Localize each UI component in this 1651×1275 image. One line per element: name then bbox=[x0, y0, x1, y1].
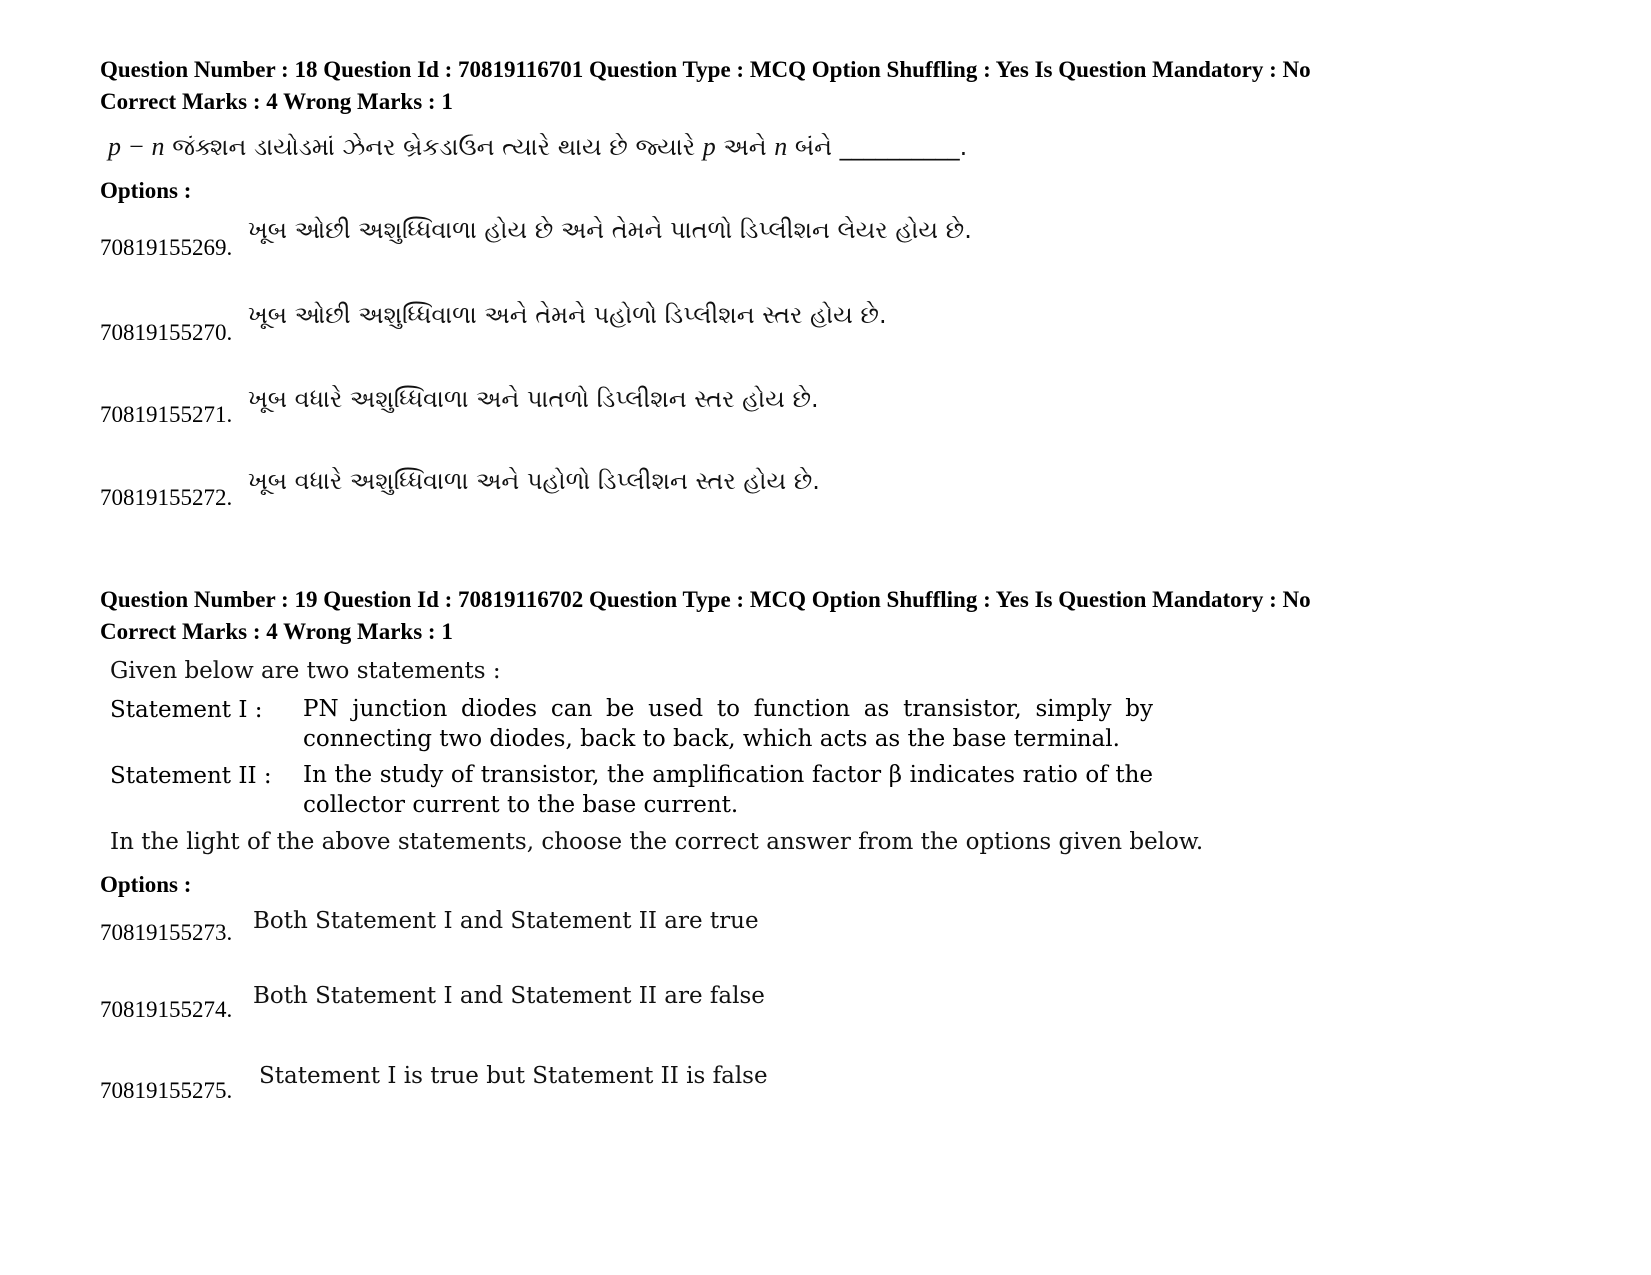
option-text: ખૂબ ઓછી અશુધ્ધિવાળા હોય છે અને તેમને પાતળો ડિપ્લીશન લેયર હોય છે. bbox=[248, 216, 972, 244]
stem-n: n bbox=[774, 132, 788, 161]
statement-text: In the study of transistor, the amplification factor β indicates ratio of the collector current to the base current. bbox=[303, 762, 1153, 818]
options-label: Options : bbox=[100, 178, 192, 203]
option-text: ખૂબ ઓછી અશુધ્ધિવાળા અને તેમને પહોળો ડિપ્લીશન સ્તર હોય છે. bbox=[248, 301, 887, 329]
option-id: 70819155273. bbox=[100, 920, 233, 945]
question-meta-line2: Correct Marks : 4 Wrong Marks : 1 bbox=[100, 619, 453, 644]
stem-blank: __________. bbox=[839, 133, 968, 161]
option-text: Both Statement I and Statement II are true bbox=[253, 908, 759, 934]
option-id: 70819155270. bbox=[100, 320, 233, 345]
stem-closing: In the light of the above statements, choose the correct answer from the options given below. bbox=[110, 829, 1204, 855]
stem-intro: Given below are two statements : bbox=[110, 658, 501, 684]
stem-banne: બંને bbox=[794, 133, 833, 161]
option-id: 70819155269. bbox=[100, 235, 233, 260]
option-text: Both Statement I and Statement II are false bbox=[253, 983, 765, 1009]
option-text: Statement I is true but Statement II is false bbox=[259, 1063, 768, 1089]
option-id: 70819155271. bbox=[100, 402, 233, 427]
option-id: 70819155274. bbox=[100, 997, 233, 1022]
question-meta-line2: Correct Marks : 4 Wrong Marks : 1 bbox=[100, 89, 453, 114]
option-text: ખૂબ વધારે અશુધ્ધિવાળા અને પાતળો ડિપ્લીશન સ્તર હોય છે. bbox=[248, 385, 819, 413]
stem-p: p bbox=[702, 132, 716, 161]
statement-text: PN junction diodes can be used to function as transistor, simply by connecting two diodes, back to back, which acts as the base terminal. bbox=[303, 696, 1153, 752]
option-id: 70819155275. bbox=[100, 1078, 233, 1103]
statement-label: Statement I : bbox=[110, 697, 263, 723]
stem-ane: અને bbox=[723, 133, 767, 161]
question-stem bbox=[108, 132, 967, 162]
question-meta-line1: Question Number : 18 Question Id : 70819116701 Question Type : MCQ Option Shuffling : Yes Is Question Mandatory : No bbox=[100, 57, 1311, 82]
stem-text: જંક્શન ડાયોડમાં ઝેનર બ્રેકડાઉન ત્યારે થાય છે જ્યારે bbox=[172, 133, 696, 161]
options-label: Options : bbox=[100, 872, 192, 897]
option-id: 70819155272. bbox=[100, 485, 233, 510]
question-meta-line1: Question Number : 19 Question Id : 70819116702 Question Type : MCQ Option Shuffling : Yes Is Question Mandatory : No bbox=[100, 587, 1311, 612]
statement-label: Statement II : bbox=[110, 763, 272, 789]
stem-pn: p − n bbox=[108, 132, 165, 161]
option-text: ખૂબ વધારે અશુધ્ધિવાળા અને પહોળો ડિપ્લીશન સ્તર હોય છે. bbox=[248, 467, 820, 495]
